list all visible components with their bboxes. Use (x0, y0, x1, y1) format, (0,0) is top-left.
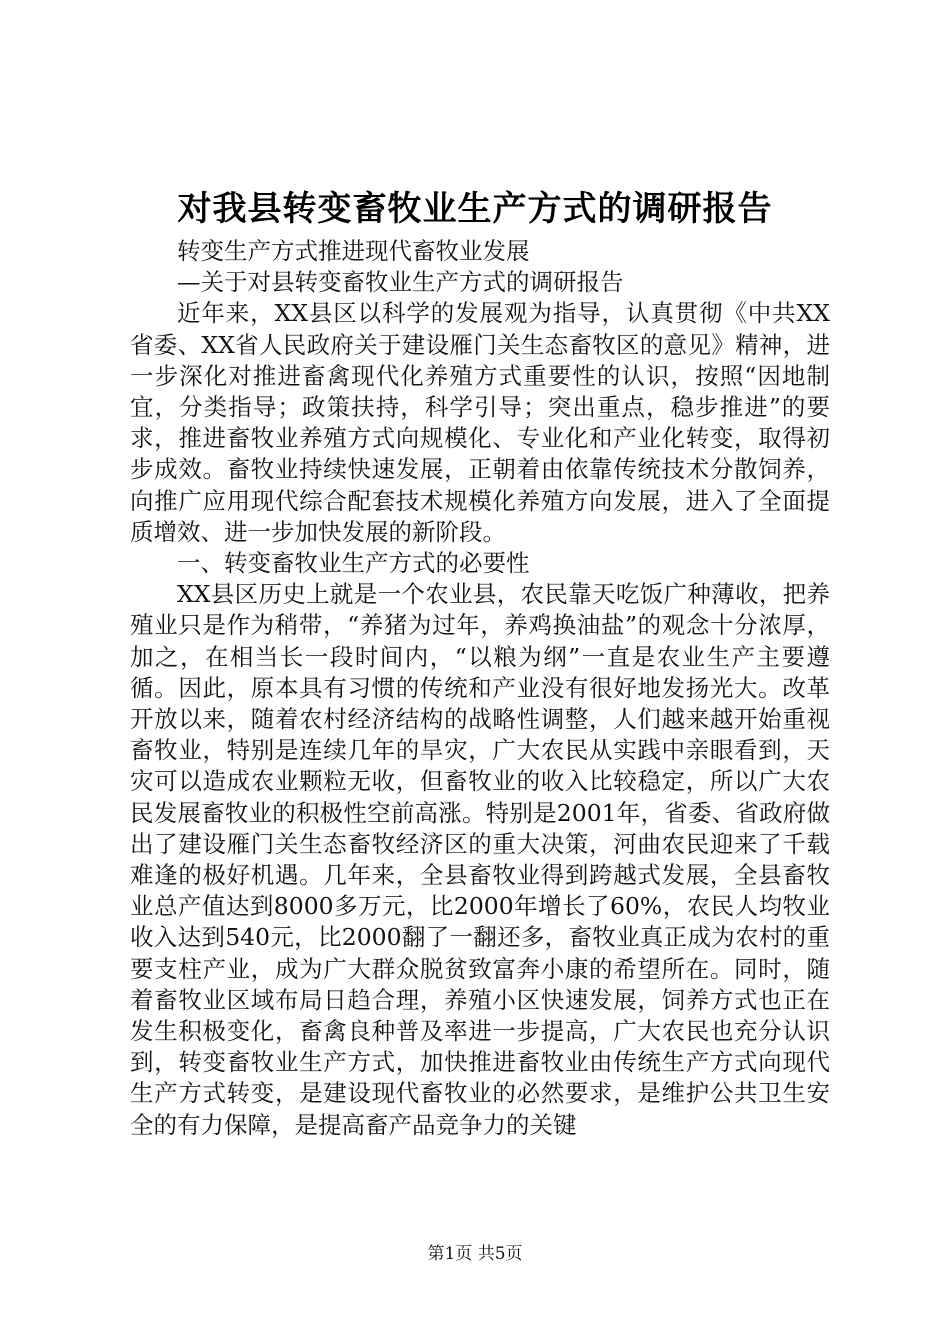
section-heading: 一、转变畜牧业生产方式的必要性 (177, 549, 530, 578)
paragraph-history: XX县区历史上就是一个农业县，农民靠天吃饭广种薄收，把养殖业只是作为稍带，“养猪为过年，养鸡换油盐”的观念十分浓厚，加之，在相当长一段时间内，“以粮为纲”一直是农业生产主要遵循。因此，原本具有习惯的传统和产业没有很好地发扬光大。改革开放以来，随着农村经济结构的战略性调整，人们越来越开始重视畜牧业，特别是连续几年的旱灾，广大农民从实践中亲眼看到，天灾可以造成农业颗粒无收，但畜牧业的收入比较稳定，所以广大农民发展畜牧业的积极性空前高涨。特别是2001年，省委、省政府做出了建设雁门关生态畜牧经济区的重大决策，河曲农民迎来了千载难逢的极好机遇。几年来，全县畜牧业得到跨越式发展，全县畜牧业总产值达到8000多万元，比2000年增长了60%，农民人均牧业收入达到540元，比2000翻了一翻还多，畜牧业真正成为农村的重要支柱产业，成为广大群众脱贫致富奔小康的希望所在。同时，随着畜牧业区域布局日趋合理，养殖小区快速发展，饲养方式也正在发生积极变化，畜禽良种普及率进一步提高，广大农民也充分认识到，转变畜牧业生产方式，加快推进畜牧业由传统生产方式向现代生产方式转变，是建设现代畜牧业的必然要求，是维护公共卫生安全的有力保障，是提高畜产品竞争力的关键 (130, 580, 830, 1139)
subtitle: 转变生产方式推进现代畜牧业发展 (177, 237, 530, 265)
paragraph-intro: 近年来，XX县区以科学的发展观为指导，认真贯彻《中共XX省委、XX省人民政府关于建设雁门关生态畜牧区的意见》精神，进一步深化对推进畜禽现代化养殖方式重要性的认识，按照“因地制宜，分类指导；政策扶持，科学引导；突出重点，稳步推进”的要求，推进畜牧业养殖方式向规模化、专业化和产业化转变，取得初步成效。畜牧业持续快速发展，正朝着由依靠传统技术分散饲养，向推广应用现代综合配套技术规模化养殖方向发展，进入了全面提质增效、进一步加快发展的新阶段。 (130, 299, 830, 546)
page-number: 第1页 共5页 (427, 1244, 523, 1264)
subheading: —关于对县转变畜牧业生产方式的调研报告 (177, 268, 624, 297)
document-title: 对我县转变畜牧业生产方式的调研报告 (177, 189, 773, 229)
document-body (130, 236, 830, 1141)
